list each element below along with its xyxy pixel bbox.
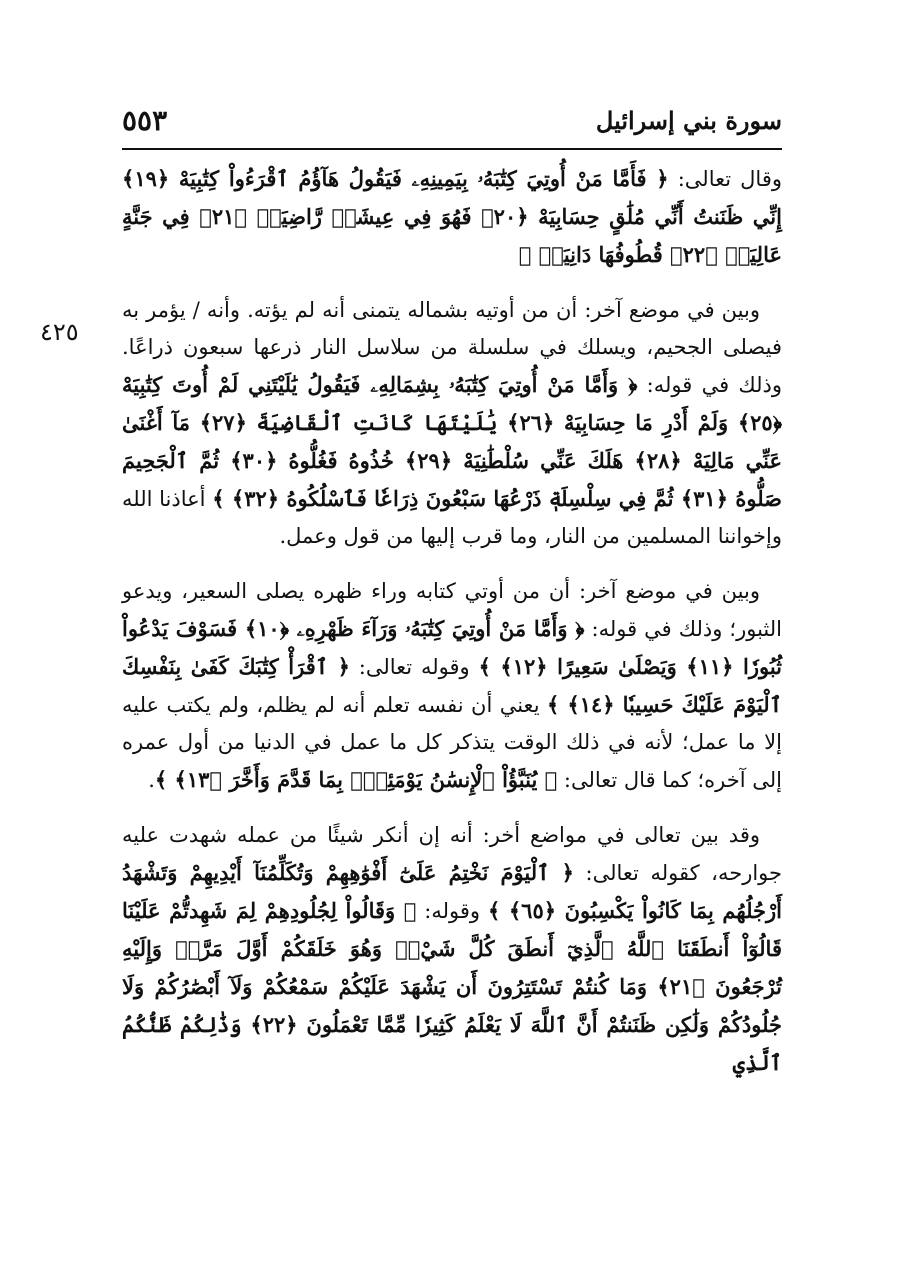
surah-title: سورة بني إسرائيل <box>595 106 782 135</box>
text-segment: وبين في موضع آخر: أن من أوتي كتابه وراء ظهره يصلى السعير، ويدعو الثبور؛ وذلك في قوله: <box>122 579 782 641</box>
text-segment: يعني أن نفسه تعلم أنه لم يظلم، ولم يكتب عليه إلا ما عمل؛ لأنه في ذلك الوقت يتذكر كل ما عمل في الدنيا من أول عمره إلى آخره؛ كما قال تعالى: <box>122 693 782 792</box>
paragraph <box>122 817 782 1082</box>
page-number: ٥٥٣ <box>122 104 168 137</box>
text-segment: وقال تعالى: <box>668 167 783 191</box>
text-segment: أعاذنا الله وإخواننا المسلمين من النار، وما قرب إليها من قول وعمل. <box>122 487 782 548</box>
quran-verse: ﴿ وَأَمَّا مَنْ أُوتِيَ كِتَٰبَهُۥ وَرَآءَ ظَهْرِهِۦ ﴿١٠﴾ فَسَوْفَ يَدْعُواْ ثُبُورٗا ﴿١١﴾ وَيَصْلَىٰ سَعِيرًا ﴿١٢﴾ ﴾ <box>122 616 783 679</box>
text-segment: وقد بين تعالى في مواضع أخر: أنه إن أنكر شيئًا من عمله شهدت عليه جوارحه، كقوله تعالى: <box>122 823 782 885</box>
quran-verse: ﴿ ٱلْيَوْمَ نَخْتِمُ عَلَىٰٓ أَفْوَٰهِهِمْ وَتُكَلِّمُنَآ أَيْدِيهِمْ وَتَشْهَدُ أَرْجُلُهُم بِمَا كَانُواْ يَكْسِبُونَ ﴿٦٥﴾ ﴾ <box>122 860 782 923</box>
quran-verse: ﴿ ٱقْرَأْ كِتَٰبَكَ كَفَىٰ بِنَفْسِكَ ٱلْيَوْمَ عَلَيْكَ حَسِيبٗا ﴿١٤﴾ ﴾ <box>122 654 783 717</box>
quran-verse: ﴿ يُنَبَّؤُاْ ٱلْإِنسَٰنُ يَوْمَئِذِۢ بِمَا قَدَّمَ وَأَخَّرَ ﴿١٣﴾ ﴾ <box>154 767 558 792</box>
paragraph <box>122 573 782 799</box>
paragraph <box>122 292 782 555</box>
text-segment: وقوله تعالى: <box>349 655 479 679</box>
text-segment: وقوله: <box>416 899 488 923</box>
paragraph <box>122 160 782 274</box>
quran-verse: ﴿ وَقَالُواْ لِجُلُودِهِمْ لِمَ شَهِدتُّمْ عَلَيْنَا قَالُوٓاْ أَنطَقَنَا ٱللَّهُ ٱلَّذِيٓ أَنطَقَ كُلَّ شَيْءٖ وَهُوَ خَلَقَكُمْ أَوَّلَ مَرَّةٖ وَإِلَيْهِ تُرْجَعُونَ ﴿٢١﴾ وَمَا كُنتُمْ تَسْتَتِرُونَ أَن يَشْهَدَ عَلَيْكُمْ سَمْعُكُمْ وَلَآ أَبْصَٰرُكُمْ وَلَا جُلُودُكُمْ وَلَٰكِن ظَنَنتُمْ أَنَّ ٱللَّهَ لَا يَعْلَمُ كَثِيرٗا مِّمَّا تَعْمَلُونَ ﴿٢٢﴾ وَذَٰلِكُمْ ظَنُّكُمُ ٱلَّذِي <box>122 898 782 1075</box>
text-segment: . <box>148 768 155 792</box>
page-header <box>122 100 782 150</box>
quran-verse: ﴿ وَأَمَّا مَنْ أُوتِيَ كِتَٰبَهُۥ بِشِمَالِهِۦ فَيَقُولُ يَٰلَيْتَنِي لَمْ أُوتَ كِتَٰبِيَهْ ﴿٢٥﴾ وَلَمْ أَدْرِ مَا حِسَابِيَهْ ﴿٢٦﴾ يَٰلَيْتَهَا كَانَتِ ٱلْقَاضِيَةَ ﴿٢٧﴾ مَآ أَغْنَىٰ عَنِّي مَالِيَهْ ﴿٢٨﴾ هَلَكَ عَنِّي سُلْطَٰنِيَهْ ﴿٢٩﴾ خُذُوهُ فَغُلُّوهُ ﴿٣٠﴾ ثُمَّ ٱلْجَحِيمَ صَلُّوهُ ﴿٣١﴾ ثُمَّ فِي سِلْسِلَةٖ ذَرْعُهَا سَبْعُونَ ذِرَاعٗا فَٱسْلُكُوهُ ﴿٣٢﴾ ﴾ <box>122 372 783 511</box>
text-segment: وبين في موضع آخر: أن من أوتيه بشماله يتمنى أنه لم يؤته. وأنه / يؤمر به فيصلى الجحيم، ويسلك في سلسلة من سلاسل النار ذرعها سبعون ذراعًا. وذلك في قوله: <box>122 298 782 397</box>
body-text <box>122 160 782 1100</box>
margin-page-number: ٤٢٥ <box>40 318 79 346</box>
quran-verse: ﴿ فَأَمَّا مَنْ أُوتِيَ كِتَٰبَهُۥ بِيَمِينِهِۦ فَيَقُولُ هَآؤُمُ ٱقْرَءُواْ كِتَٰبِيَهْ ﴿١٩﴾ إِنِّي ظَنَنتُ أَنِّي مُلَٰقٍ حِسَابِيَهْ ﴿٢٠﴾ فَهُوَ فِي عِيشَةٖ رَّاضِيَةٖ ﴿٢١﴾ فِي جَنَّةٍ عَالِيَةٖ ﴿٢٢﴾ قُطُوفُهَا دَانِيَةٞ ﴾ <box>122 166 782 267</box>
